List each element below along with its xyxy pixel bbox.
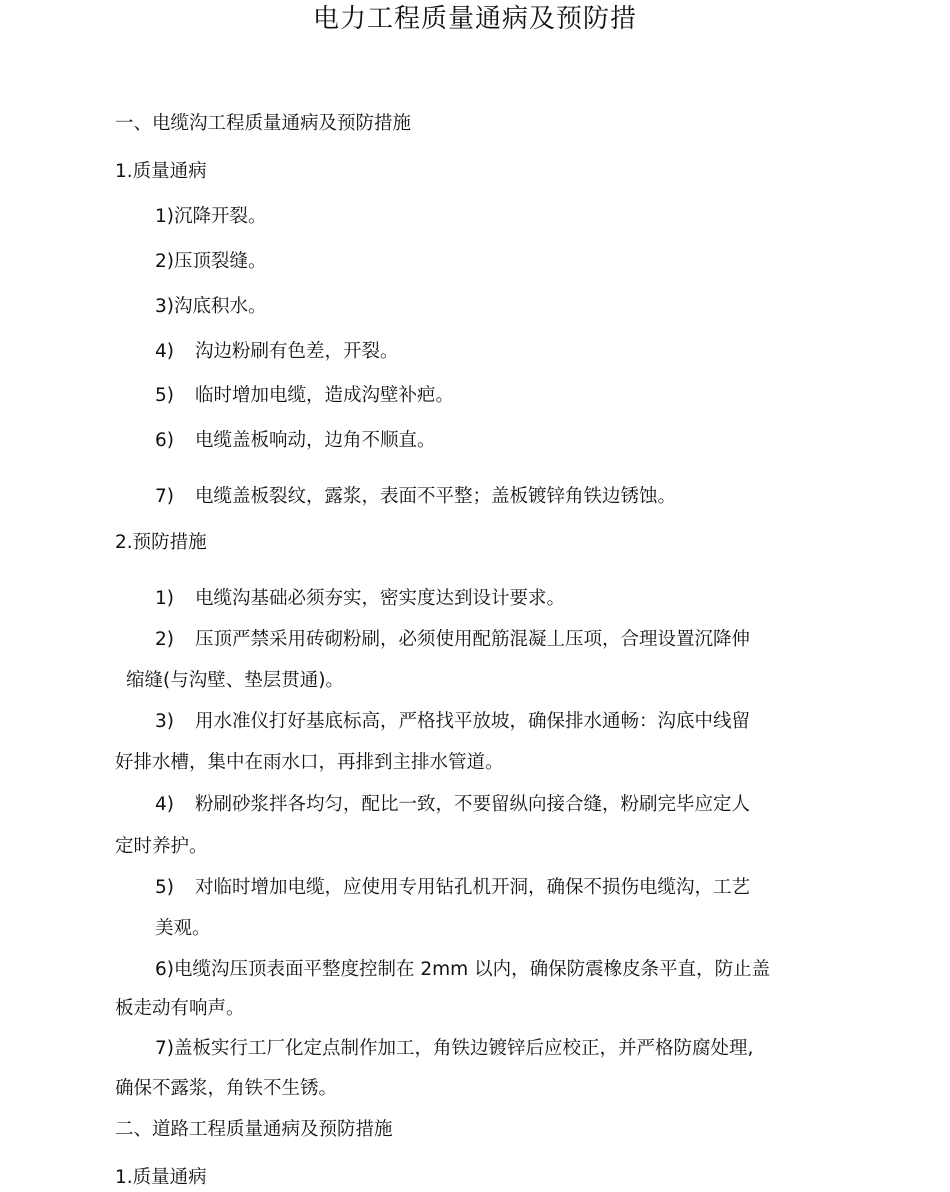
subheading-quality-issues: 1.质量通病	[115, 161, 207, 182]
section-heading-2: 二、道路工程质量通病及预防措施	[115, 1119, 393, 1140]
item-number: 5)	[155, 877, 174, 898]
item-text-continuation: 缩缝(与沟壁、垫层贯通)。	[126, 670, 344, 691]
list-item	[155, 957, 770, 983]
item-number: 2)	[155, 251, 174, 272]
list-item	[155, 709, 750, 735]
subheading-quality-issues-2: 1.质量通病	[115, 1167, 207, 1188]
item-text: 压顶严禁采用砖砌粉刷，必须使用配筋混凝丄压项，合理设置沉降伸	[195, 629, 751, 650]
item-number: 3)	[155, 711, 174, 732]
item-number: 6)	[155, 430, 174, 451]
list-item	[155, 339, 399, 365]
item-number: 5)	[155, 385, 174, 406]
item-number: 3)	[155, 296, 174, 317]
item-text: 盖板实行工厂化定点制作加工，角铁边镀锌后应校正，并严格防腐处理,	[174, 1038, 754, 1059]
item-text: 用水准仪打好基底标高，严格找平放坡，确保排水通畅：沟底中线留	[195, 711, 751, 732]
list-item	[155, 875, 750, 901]
list-item	[155, 484, 676, 510]
item-text: 电缆沟基础必须夯实，密实度达到设计要求。	[195, 588, 566, 609]
item-number: 1)	[155, 588, 174, 609]
item-number: 6)	[155, 959, 174, 980]
item-number: 7)	[155, 1038, 174, 1059]
item-text: 沉降开裂。	[174, 206, 267, 227]
item-text: 电缆盖板响动，边角不顺直。	[195, 430, 436, 451]
item-text: 对临时增加电缆，应使用专用钻孔机开洞，确保不损伤电缆沟，工艺	[195, 877, 751, 898]
item-text: 临时增加电缆，造成沟壁补疤。	[195, 385, 455, 406]
item-text: 电缆盖板裂纹，露浆，表面不平整；盖板镀锌角铁边锈蚀。	[195, 486, 677, 507]
item-text: 压顶裂缝。	[174, 251, 267, 272]
list-item	[155, 249, 267, 275]
item-number: 4)	[155, 341, 174, 362]
item-text: 沟底积水。	[174, 296, 267, 317]
item-text-continuation: 确保不露浆，角铁不生锈。	[115, 1078, 338, 1099]
item-number: 4)	[155, 794, 174, 815]
list-item	[155, 383, 454, 409]
list-item	[155, 204, 267, 230]
item-number: 1)	[155, 206, 174, 227]
item-text: 粉刷砂浆拌各均匀，配比一致，不要留纵向接合缝，粉刷完毕应定人	[195, 794, 751, 815]
item-text: 电缆沟压顶表面平整度控制在 2mm 以内，确保防震橡皮条平直，防止盖	[174, 959, 771, 980]
list-item	[155, 294, 267, 320]
subheading-prevention: 2.预防措施	[115, 532, 207, 553]
list-item	[155, 792, 750, 818]
item-number: 7)	[155, 486, 174, 507]
item-text-continuation: 定时养护。	[115, 836, 208, 857]
list-item	[155, 586, 565, 612]
page-title: 电力工程质量通病及预防措	[312, 4, 637, 34]
item-text-continuation: 板走动有响声。	[115, 998, 245, 1019]
list-item	[155, 428, 436, 454]
item-text-continuation: 美观。	[155, 918, 211, 939]
list-item	[155, 627, 750, 653]
item-number: 2)	[155, 629, 174, 650]
section-heading-1: 一、电缆沟工程质量通病及预防措施	[115, 113, 412, 134]
list-item	[155, 1036, 753, 1062]
item-text: 沟边粉刷有色差，开裂。	[195, 341, 399, 362]
item-text-continuation: 好排水槽，集中在雨水口，再排到主排水管道。	[115, 752, 504, 773]
